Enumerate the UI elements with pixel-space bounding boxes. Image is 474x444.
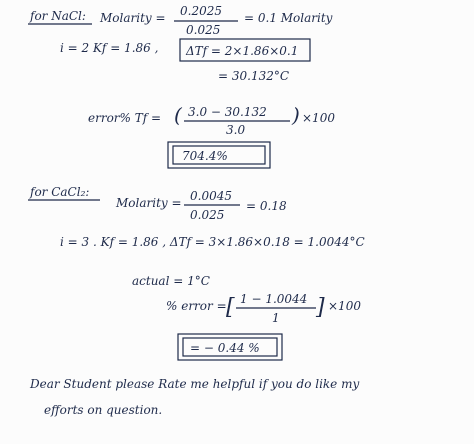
nacl-molality-numerator: 0.2025	[180, 4, 222, 18]
nacl-dtf-expression: ΔTf = 2×1.86×0.1	[186, 44, 299, 58]
cacl2-error-multiplier: ×100	[328, 299, 361, 313]
nacl-error-denominator: 3.0	[226, 123, 246, 137]
cacl2-error-open-bracket: [	[226, 295, 235, 320]
nacl-error-close-paren: )	[292, 103, 300, 127]
cacl2-molality-result: = 0.18	[246, 199, 287, 213]
closing-line-1: Dear Student please Rate me helpful if you do like my	[30, 377, 360, 391]
nacl-molality-denominator: 0.025	[186, 23, 221, 37]
cacl2-molality-denominator: 0.025	[190, 208, 225, 222]
cacl2-heading: for CaCl₂:	[30, 185, 90, 199]
cacl2-answer: = − 0.44 %	[190, 341, 260, 355]
cacl2-i-kf-dtf: i = 3 . Kf = 1.86 , ΔTf = 3×1.86×0.18 = 1.0044°C	[60, 235, 365, 249]
cacl2-actual: actual = 1°C	[132, 274, 210, 288]
nacl-molality-label: Molarity =	[100, 11, 166, 25]
cacl2-molality-label: Molarity =	[116, 196, 182, 210]
nacl-error-label: error% Tf =	[88, 111, 162, 125]
nacl-answer: 704.4%	[182, 149, 228, 163]
nacl-dtf-result: = 30.132°C	[218, 69, 290, 83]
cacl2-molality-numerator: 0.0045	[190, 189, 232, 203]
cacl2-error-denominator: 1	[272, 311, 280, 325]
nacl-error-open-paren: (	[174, 103, 182, 127]
cacl2-error-numerator: 1 − 1.0044	[240, 292, 308, 306]
cacl2-error-label: % error =	[166, 299, 227, 313]
cacl2-error-close-bracket: ]	[316, 295, 325, 320]
nacl-molality-result: = 0.1 Molarity	[244, 11, 333, 25]
closing-line-2: efforts on question.	[44, 403, 163, 417]
nacl-error-numerator: 3.0 − 30.132	[188, 105, 267, 119]
nacl-heading: for NaCl:	[30, 9, 86, 23]
nacl-error-multiplier: ×100	[302, 111, 335, 125]
nacl-i-kf: i = 2 Kf = 1.86 ,	[60, 41, 159, 55]
